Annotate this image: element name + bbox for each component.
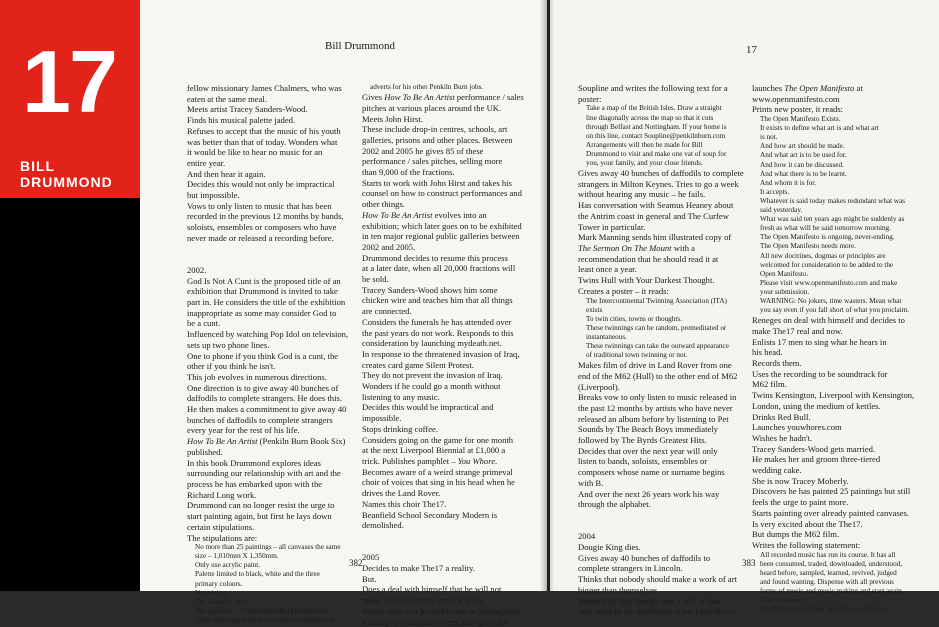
quoted-text-line: you, your family, and your close friends. xyxy=(586,158,703,167)
text-line: She is now Tracey Moberly. xyxy=(752,475,849,486)
quoted-text-line: These twinnings can be random, premeditated or xyxy=(586,323,727,332)
quoted-text-line: heard before, sampled, learned, revived, judged xyxy=(760,568,897,577)
text-line: Prints new poster, it reads: xyxy=(752,104,844,115)
quoted-text-line: on this line, contact Soupline@penkilnburn.com xyxy=(586,131,726,140)
text-line: They do not prevent the invasion of Iraq. xyxy=(362,370,503,381)
quoted-text-line: and found wanting. Dispense with all previous xyxy=(760,577,894,586)
text-line: least once a year. xyxy=(578,264,637,275)
text-line: without hearing any music – he fails. xyxy=(578,189,706,200)
page-number-right: 383 xyxy=(742,558,756,568)
text-line: He then makes a commitment to give away 40 xyxy=(187,404,347,415)
text-line: sets up two phone lines. xyxy=(187,339,270,350)
text-line: Gives How To Be An Artist performance / sales xyxy=(362,92,524,103)
text-line: bunches of daffodils to complete strangers xyxy=(187,414,333,425)
text-line: Tower in particular. xyxy=(578,221,646,232)
text-line: than 9,000 of the fractions. xyxy=(362,167,455,178)
text-line: pitches at various places around the UK. xyxy=(362,102,502,113)
quoted-text-line: The Intercontinental Twinning Association (ITA) xyxy=(586,296,727,305)
text-line: Considers the funerals he has attended over xyxy=(362,316,512,327)
text-line: God Is Not A Cunt is the proposed title of an xyxy=(187,275,341,286)
text-line: eaten at the same meal. xyxy=(187,93,267,104)
quoted-text-line: Only use acrylic paint. xyxy=(195,561,261,570)
text-line: never made or released a recording before. xyxy=(187,232,334,243)
text-line: Is very excited about the The17. xyxy=(752,518,863,529)
text-line: Richard Long work. xyxy=(187,489,257,500)
text-line: Twins Kensington, Liverpool with Kensington, xyxy=(752,390,915,401)
text-line: (Liverpool). xyxy=(578,381,620,392)
text-line: every year for the rest of his life. xyxy=(187,425,300,436)
text-line: 2002. xyxy=(187,264,207,275)
quoted-text-line: said yesterday. xyxy=(760,206,803,215)
book-gutter xyxy=(540,0,554,591)
blank-line xyxy=(362,531,540,542)
text-line: Refuses to accept that the music of his youth xyxy=(187,125,341,136)
quoted-text-line: your submission. xyxy=(760,287,810,296)
text-line: listening to any music. xyxy=(362,391,440,402)
quoted-text-line: WARNING: No jokers, time wasters. Mean what xyxy=(760,296,902,305)
chapter-number: 17 xyxy=(22,32,116,131)
text-line: followed by The Byrds Greatest Hits. xyxy=(578,435,707,446)
text-line: Decides that over the next year will only xyxy=(578,445,718,456)
text-line: released an album before by listening to Pet xyxy=(578,413,729,424)
text-line: Names this choir The17. xyxy=(362,498,447,509)
text-line: consideration by launching mydeath.net. xyxy=(362,338,502,349)
quoted-text-line: adverts for his other Penkiln Burn jobs. xyxy=(370,83,484,91)
text-line: Wishes he hadn't. xyxy=(752,432,813,443)
text-line: Meets John Hirst. xyxy=(362,113,423,124)
text-line: Writes the following statement: xyxy=(752,539,861,550)
quoted-text-line: And what art is to be used for. xyxy=(760,151,847,160)
quoted-text-line: The Open Manifesto Exists. xyxy=(760,115,841,124)
text-line: feels the urge to paint more. xyxy=(752,497,849,508)
right-page xyxy=(550,0,939,617)
text-line: process he has embarked upon with the xyxy=(187,478,323,489)
text-line: Finds his musical palette jaded. xyxy=(187,115,296,126)
text-line: The Sermon On The Mount with a xyxy=(578,242,695,253)
text-line: Influenced by watching Pop Idol on television, xyxy=(187,329,349,340)
text-line: through the alphabet. xyxy=(578,499,651,510)
text-line: But. xyxy=(362,573,377,584)
quoted-text-line: It accepts. xyxy=(760,187,790,196)
text-line: launches The Open Manifesto at xyxy=(752,83,863,93)
quoted-text-line: It exists to define what art is and what art xyxy=(760,124,879,133)
text-line: bigger than themselves. xyxy=(578,584,660,595)
text-line: Starts to work with John Hirst and takes his xyxy=(362,177,512,188)
quoted-text-line: No mixing. xyxy=(195,588,228,597)
text-line: performance / sales pitches, selling more xyxy=(362,156,503,167)
text-line: complete strangers in Lincoln. xyxy=(578,563,683,574)
quoted-text-line: been consumed, traded, downloaded, understood, xyxy=(760,559,903,568)
text-line: Tracey Sanders-Wood gets married. xyxy=(752,443,876,454)
text-line: the past 12 months by artists who have never xyxy=(578,402,733,413)
text-line: Wonders if he could go a month without xyxy=(362,381,501,392)
text-line: Beanfield School Secondary Modern is xyxy=(362,509,498,520)
text-line: daffodils to complete strangers. He does this. xyxy=(187,393,342,404)
text-line: London, using the medium of kettles. xyxy=(752,400,881,411)
running-head-left: Bill Drummond xyxy=(325,40,395,52)
quoted-text-line: The Open Manifesto is ongoing, never-ending. xyxy=(760,233,895,242)
quoted-text-line: These twinnings can take the outward appearance xyxy=(586,341,729,350)
text-line: make The17 real and now. xyxy=(752,325,843,336)
text-line: How To Be An Artist (Penkiln Burn Book Six) xyxy=(187,436,346,447)
text-line: Breaks vow to only listen to music released in xyxy=(578,392,737,403)
text-line: was better than that of today. Wonders what xyxy=(187,136,338,147)
quoted-text-line: What was said ten years ago might be suddenly as xyxy=(760,215,905,224)
italic-title: You Whore xyxy=(457,456,496,466)
quoted-text-line: Palette limited to black, white and the three xyxy=(195,570,320,579)
text-line: the past years do not work. Responds to this xyxy=(362,327,514,338)
text-line: Tracey Sanders-Wood shows him some xyxy=(362,284,498,295)
text-line: wedding cake. xyxy=(752,465,802,476)
text-line: Launches youwhores.com xyxy=(752,422,842,433)
quoted-text-line: you say even if you fall short of what you proclaim. xyxy=(760,306,910,315)
quoted-text-line: And how art should be made. xyxy=(760,142,845,151)
text-line: Makes film of drive in Land Rover from one xyxy=(578,360,732,371)
right-column-1 xyxy=(578,83,750,617)
blank-line xyxy=(362,542,540,553)
quoted-text-line: Take a map of the British Isles. Draw a straight xyxy=(586,104,722,113)
text-line: Has conversation with Seamus Heaney about xyxy=(578,200,734,211)
text-line: Sounds by The Beach Boys immediately xyxy=(578,424,718,435)
text-line: Starts painting over already painted canvases. xyxy=(752,507,910,518)
running-head-right: 17 xyxy=(746,44,757,56)
text-line: poster: xyxy=(578,93,602,104)
quoted-text-line: welcomed for consideration to be added to the xyxy=(760,260,894,269)
quoted-text-line: And whom it is for. xyxy=(760,178,817,187)
text-line: his head. xyxy=(752,347,783,358)
quoted-text-line: forms of music and music making and start again. xyxy=(760,587,904,596)
text-line: creates card game Silent Protest. xyxy=(362,359,474,370)
text-line: Makes soup in a packed house in Nottingham, xyxy=(362,605,521,616)
text-line: part in. He considers the title of the exhibition xyxy=(187,297,346,308)
quoted-text-line: These paintings must act as markers signposts or xyxy=(195,615,336,624)
text-line: make The17 a reality until he is 60. xyxy=(362,595,484,606)
italic-title: How To Be An Artist xyxy=(187,436,258,447)
quoted-text-line: is not. xyxy=(760,133,778,142)
text-line: entire year. xyxy=(187,157,226,168)
text-line: 2005 xyxy=(362,552,380,563)
text-line: Considers going on the game for one month xyxy=(362,434,514,445)
quoted-text-line: of traditional town twinning or not. xyxy=(586,351,688,360)
text-line: in ten major regional public galleries between xyxy=(362,231,520,242)
text-line: The stipulations are: xyxy=(187,532,258,543)
text-line: Decides this would not only be impractical xyxy=(187,179,335,190)
text-line: One direction is to give away 40 bunches of xyxy=(187,382,339,393)
text-line: And then hear it again. xyxy=(187,168,266,179)
text-line: One to phone if you think God is a cunt, the xyxy=(187,350,339,361)
right-column-2 xyxy=(752,83,932,614)
text-line: Drummond can no longer resist the urge to xyxy=(187,500,335,511)
quoted-text-line: No more than 25 paintings – all canvases the same xyxy=(195,543,341,552)
quoted-text-line: fresh as what will be said tomorrow morning. xyxy=(760,224,891,233)
left-column-2 xyxy=(362,83,540,627)
text-line: start painting again, but first he lays down xyxy=(187,511,332,522)
text-line: Becomes aware of a weird strange primeval xyxy=(362,466,513,477)
text-line: strangers in Milton Keynes. Tries to go a week xyxy=(578,178,739,189)
text-line: But dumps the M62 film. xyxy=(752,529,840,540)
quoted-text-line: And what there is to be learnt. xyxy=(760,169,847,178)
text-line: certain stipulations. xyxy=(187,521,255,532)
page-number-left: 382 xyxy=(349,558,363,568)
text-line: Drinks Red Bull. xyxy=(752,411,811,422)
chapter-tab xyxy=(0,0,140,198)
text-line: trick. Publishes pamphlet – You Whore. xyxy=(362,456,498,466)
text-line: 2004 xyxy=(578,531,596,542)
text-line: 2002 and 2005 he gives 85 of these xyxy=(362,145,484,156)
text-line: other if you think he isn't. xyxy=(187,361,276,372)
text-line: Does a deal with himself that he will not xyxy=(362,584,502,595)
italic-title: The Sermon On The Mount xyxy=(578,242,672,253)
text-line: www.openmanifesto.com xyxy=(752,93,840,104)
text-line: Inspired by this thought and a ball of blue xyxy=(578,595,722,606)
quoted-text-line: exists xyxy=(586,305,603,314)
text-line: but impossible. xyxy=(187,190,240,201)
text-line: a strangely successful event. Instigates the xyxy=(362,616,508,627)
text-line: impossible. xyxy=(362,413,402,424)
text-line: Creates a poster – it reads: xyxy=(578,285,669,296)
italic-title: The Open Manifesto xyxy=(784,83,855,93)
blank-line xyxy=(578,521,750,532)
text-line: Gives away 40 bunches of daffodils to xyxy=(578,552,711,563)
quoted-text-line: Please visit www.openmanifesto.com and make xyxy=(760,278,898,287)
quoted-text-line: size – 1,010mm X 1,350mm. xyxy=(195,552,279,561)
text-line: tack stuck to the dashboard of his Land Rover xyxy=(578,606,736,617)
italic-title: How To Be An Artist xyxy=(362,209,433,220)
quoted-text-line: The subject – text. xyxy=(195,597,249,606)
chapter-tab-black-band xyxy=(0,198,140,591)
quoted-text-line: instantaneous. xyxy=(586,332,627,341)
text-line: Reneges on deal with himself and decides to xyxy=(752,315,905,326)
quoted-text-line: All recorded music has run its course. It has all xyxy=(760,550,896,559)
text-line: Thinks that nobody should make a work of art xyxy=(578,574,737,585)
text-line: recorded in the previous 12 months by bands, xyxy=(187,211,344,222)
left-column-1 xyxy=(187,83,362,624)
text-line: surrounding our relationship with art and the xyxy=(187,468,341,479)
text-line: In this book Drummond explores ideas xyxy=(187,457,321,468)
text-line: with B. xyxy=(578,477,604,488)
text-line: Decides this would be impractical and xyxy=(362,402,494,413)
text-line: counsel on how to construct performances and xyxy=(362,188,522,199)
text-line: drives the Land Rover. xyxy=(362,488,441,499)
quoted-text-line: The typeface – Trade Gothic Bold Condensed. xyxy=(195,606,329,615)
text-line: galleries, prisons and other places. Between xyxy=(362,134,513,145)
text-line: chicken wire and teaches him that all things xyxy=(362,295,513,306)
quoted-text-line: through Belfast and Nottingham. If your home is xyxy=(586,122,727,131)
text-line: Decides to make The17 a reality. xyxy=(362,563,475,573)
text-line: be a cunt. xyxy=(187,318,221,329)
text-line: composers whose name or surname begins xyxy=(578,467,725,478)
text-line: Records them. xyxy=(752,357,802,368)
text-line: at a later date, when all 20,000 fractions will xyxy=(362,263,516,274)
text-line: exhibition that Drummond is invited to take xyxy=(187,286,338,297)
text-line: Stops drinking coffee. xyxy=(362,423,438,434)
quoted-text-line: Year zero now. xyxy=(760,596,803,605)
text-line: at the next Liverpool Biennial at £1,000 a xyxy=(362,445,506,456)
text-line: Soupline and writes the following text for a xyxy=(578,83,728,93)
text-line: demolished. xyxy=(362,520,404,531)
blank-line xyxy=(187,254,362,265)
quoted-text-line: To twin cities, towns or thoughts. xyxy=(586,314,682,323)
text-line: the Antrim coast in general and The Curfew xyxy=(578,210,729,221)
quoted-text-line: line diagonally across the map so that it cuts xyxy=(586,113,714,122)
quoted-text-line: The Open Manifesto needs more. xyxy=(760,242,857,251)
quoted-text-line: Whatever is said today makes redundant what was xyxy=(760,196,906,205)
blank-line xyxy=(578,510,750,521)
text-line: choir of voices that sing in his head when he xyxy=(362,477,515,488)
text-line: Mark Manning sends him illustrated copy of xyxy=(578,232,732,243)
text-line: fellow missionary James Chalmers, who was xyxy=(187,83,342,93)
text-line: Gives away 40 bunches of daffodils to complete xyxy=(578,168,744,179)
text-line: Vows to only listen to music that has been xyxy=(187,200,332,211)
quoted-text-line: Drummond to visit and make one vat of soup for xyxy=(586,149,727,158)
text-line: inappropriate as some may consider God to xyxy=(187,307,337,318)
text-line: In response to the threatened invasion of Iraq, xyxy=(362,348,520,359)
quoted-text-line: And how it can be discussed. xyxy=(760,160,844,169)
text-line: recommendation that he should read it at xyxy=(578,253,719,264)
text-line: it would be like to hear no music for an xyxy=(187,147,323,158)
text-line: These include drop-in centres, schools, art xyxy=(362,124,508,135)
text-line: How To Be An Artist evolves into an xyxy=(362,209,487,220)
quoted-text-line: Open Manifesto. xyxy=(760,269,809,278)
text-line: Drummond decides to resume this process xyxy=(362,252,508,263)
italic-title: How To Be An Artist xyxy=(384,92,455,103)
text-line: Discovers he has painted 25 paintings but still xyxy=(752,486,911,497)
text-line: Enlists 17 men to sing what he hears in xyxy=(752,336,887,347)
quoted-text-line: primary colours. xyxy=(195,579,243,588)
chapter-name: BILL DRUMMOND xyxy=(20,158,113,190)
text-line: other things. xyxy=(362,199,405,210)
text-line: 2002 and 2005. xyxy=(362,241,416,252)
text-line: Meets artist Tracey Sanders-Wood. xyxy=(187,104,308,115)
text-line: be sold. xyxy=(362,274,389,285)
text-line: listen to bands, soloists, ensembles or xyxy=(578,456,708,467)
text-line: This job evolves in numerous directions. xyxy=(187,371,327,382)
text-line: are connected. xyxy=(362,306,412,317)
text-line: soloists, ensembles or composers who have xyxy=(187,222,337,233)
text-line: M62 film. xyxy=(752,379,787,390)
text-line: Uses the recording to be soundtrack for xyxy=(752,368,888,379)
text-line: Dougie King dies. xyxy=(578,542,641,553)
text-line: He makes her and groom three-tiered xyxy=(752,454,881,465)
quoted-text-line: Arrangements will then be made for Bill xyxy=(586,140,703,149)
text-line: And over the next 26 years work his way xyxy=(578,488,720,499)
blank-line xyxy=(187,244,362,255)
text-line: Twins Hull with Your Darkest Thought. xyxy=(578,275,715,286)
text-line: exhibition; which later goes on to be exhibited xyxy=(362,220,522,231)
quoted-text-line: The17 is a choir. Their music has no history, xyxy=(760,605,888,614)
text-line: end of the M62 (Hull) to the other end of M62 xyxy=(578,370,738,381)
text-line: published. xyxy=(187,446,223,457)
quoted-text-line: All new doctrines, dogmas or principles are xyxy=(760,251,886,260)
